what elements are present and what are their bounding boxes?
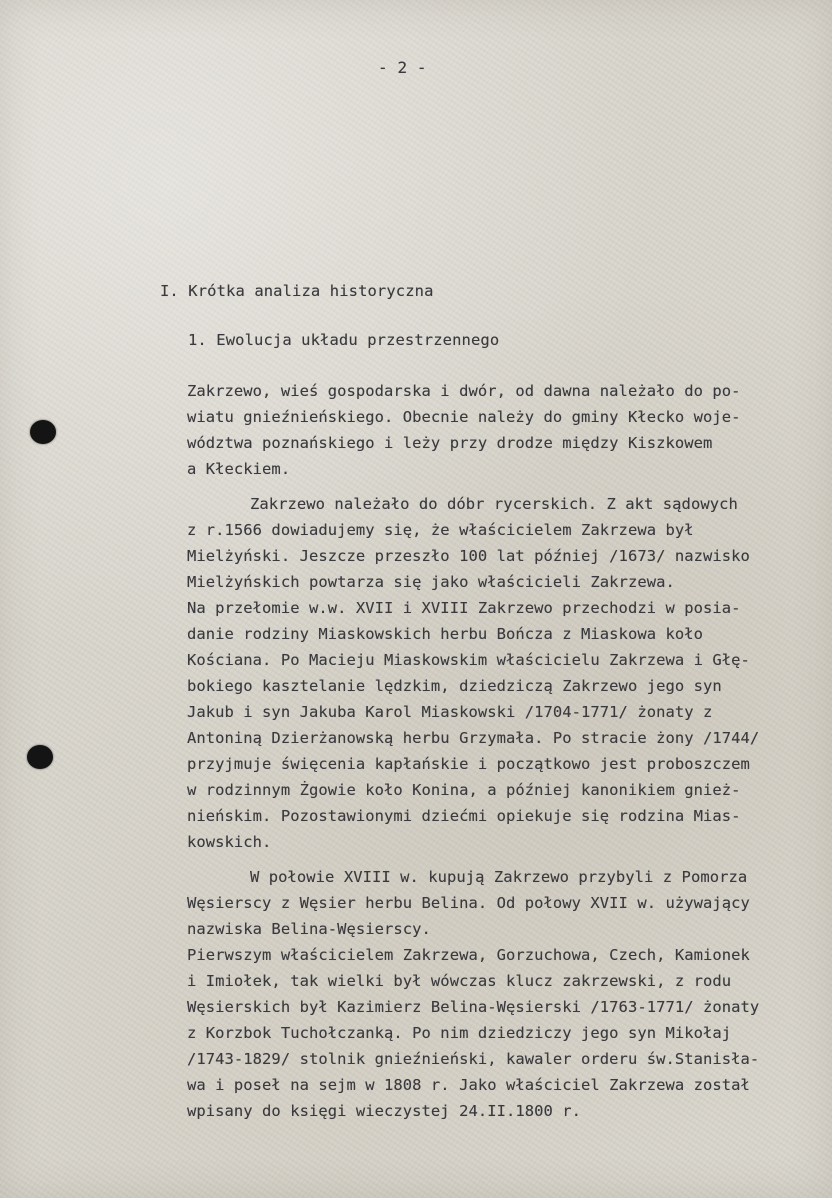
text-line: wództwa poznańskiego i leży przy drodze między Kiszkowem [187,434,713,452]
text-line: i Imiołek, tak wielki był wówczas klucz zakrzewski, z rodu [187,972,732,990]
punch-hole [30,420,56,444]
text-line: Na przełomie w.w. XVII i XVIII Zakrzewo przechodzi w posia- [187,599,741,617]
text-line: Węsierskich był Kazimierz Belina-Węsierski /1763-1771/ żonaty [187,998,760,1016]
text-line: z Korzbok Tuchołczanką. Po nim dziedziczy jego syn Mikołaj [187,1024,732,1042]
text-line: wpisany do księgi wieczystej 24.II.1800 r. [187,1102,582,1120]
punch-hole [27,745,53,769]
text-line: Mielżyński. Jeszcze przeszło 100 lat później /1673/ nazwisko [187,547,750,565]
text-line: Jakub i syn Jakuba Karol Miaskowski /1704-1771/ żonaty z [187,703,713,721]
text-line: przyjmuje święcenia kapłańskie i początkowo jest proboszczem [187,755,750,773]
subsection-heading: 1. Ewolucja układu przestrzennego [188,331,500,349]
text-line: bokiego kasztelanie lędzkim, dziedziczą Zakrzewo jego syn [187,677,722,695]
text-line: /1743-1829/ stolnik gnieźnieński, kawaler orderu św.Stanisła- [187,1050,760,1068]
text-line: nieńskim. Pozostawionymi dziećmi opiekuje się rodzina Mias- [187,807,741,825]
text-line: danie rodziny Miaskowskich herbu Bończa z Miaskowa koło [187,625,703,643]
text-line: a Kłeckiem. [187,460,291,478]
text-line: Zakrzewo należało do dóbr rycerskich. Z akt sądowych [250,495,738,513]
text-line: z r.1566 dowiadujemy się, że właścicielem Zakrzewa był [187,521,694,539]
text-line: Kościana. Po Macieju Miaskowskim właścicielu Zakrzewa i Głę- [187,651,750,669]
section-heading: I. Krótka analiza historyczna [160,282,434,300]
text-line: wiatu gnieźnieńskiego. Obecnie należy do gminy Kłecko woje- [187,408,741,426]
text-line: W połowie XVIII w. kupują Zakrzewo przybyli z Pomorza [250,868,748,886]
text-line: Zakrzewo, wieś gospodarska i dwór, od dawna należało do po- [187,382,741,400]
text-line: Antoniną Dzierżanowską herbu Grzymała. Po stracie żony /1744/ [187,729,760,747]
text-line: Węsierscy z Węsier herbu Belina. Od połowy XVII w. używający [187,894,750,912]
text-line: w rodzinnym Żgowie koło Konina, a później kanonikiem gnież- [187,781,741,799]
text-line: nazwiska Belina-Węsierscy. [187,920,431,938]
text-line: kowskich. [187,833,272,851]
text-line: Pierwszym właścicielem Zakrzewa, Gorzuchowa, Czech, Kamionek [187,946,750,964]
text-line: Mielżyńskich powtarza się jako właścicieli Zakrzewa. [187,573,675,591]
page-number: - 2 - [378,58,427,77]
text-line: wa i poseł na sejm w 1808 r. Jako właściciel Zakrzewa został [187,1076,750,1094]
